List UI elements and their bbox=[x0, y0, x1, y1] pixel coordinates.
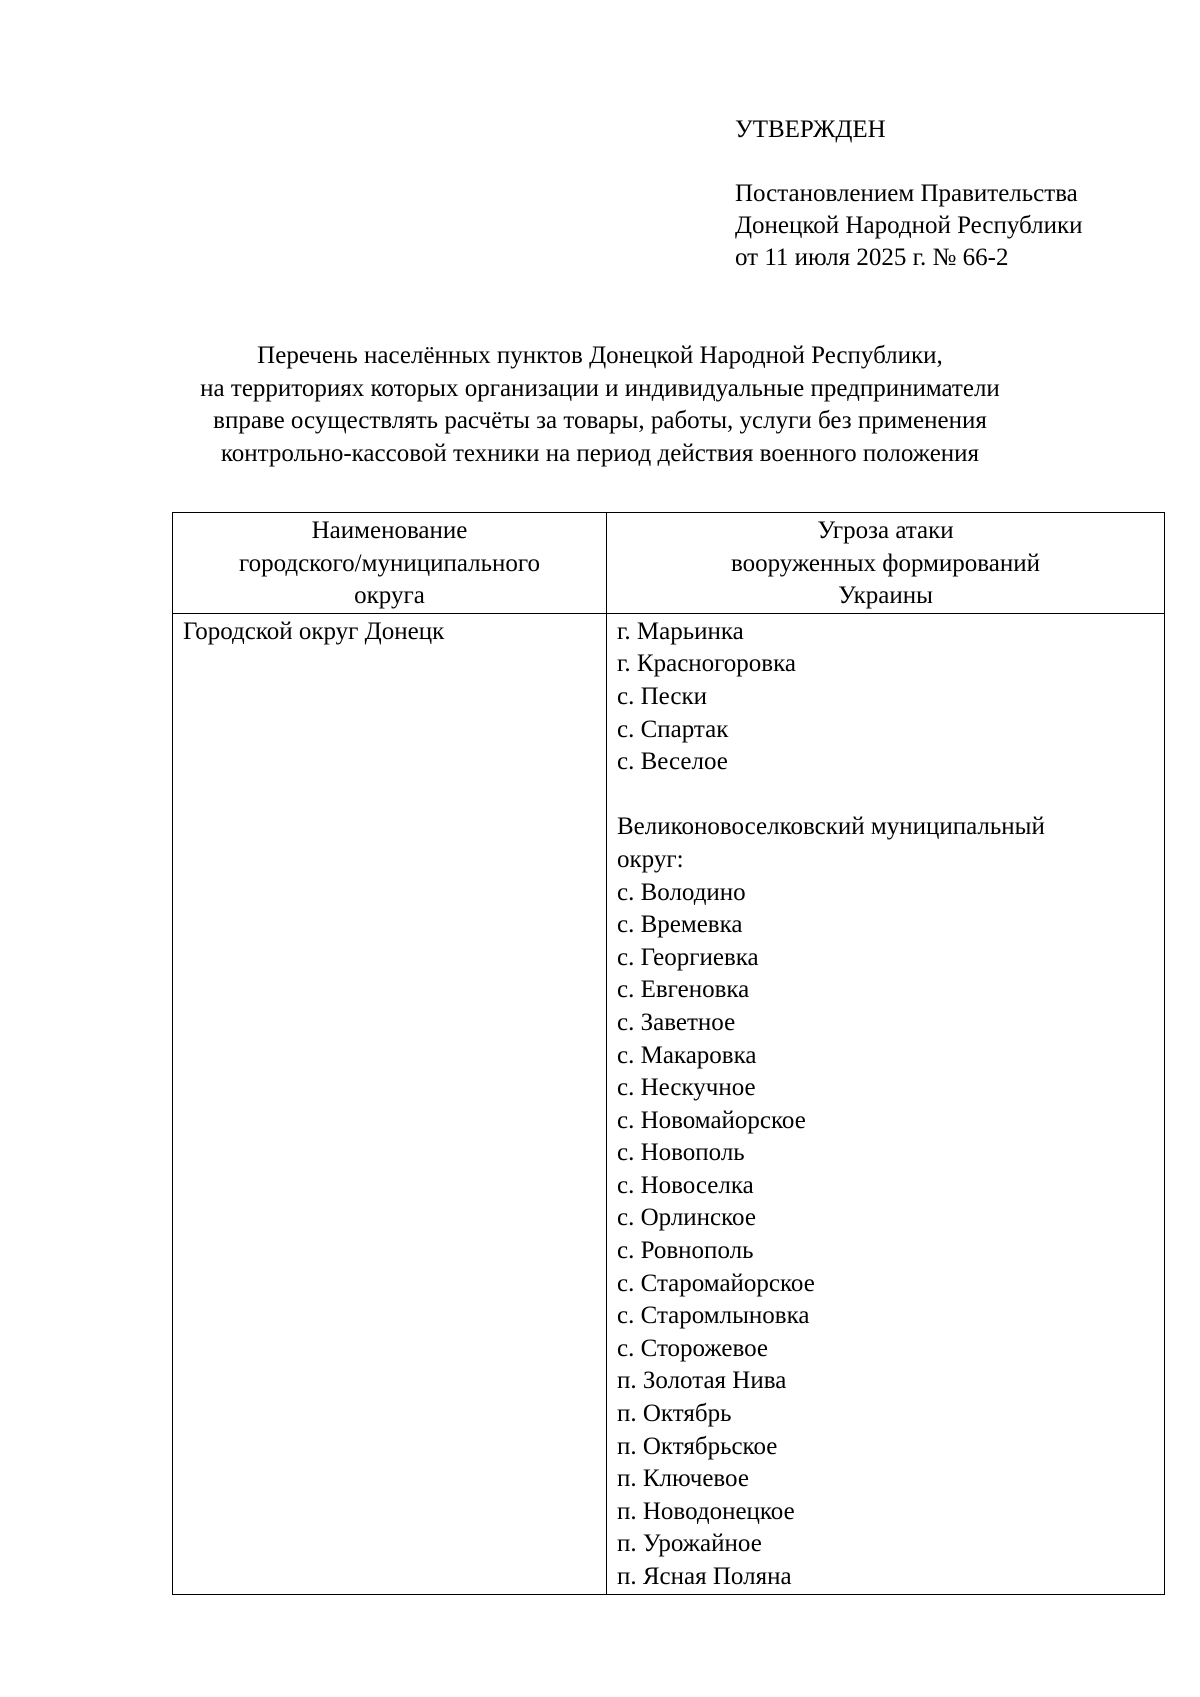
approval-block bbox=[735, 114, 1175, 274]
list-item: с. Новополь bbox=[617, 1139, 745, 1167]
title-line: Перечень населённых пунктов Донецкой Народной Республики, bbox=[257, 342, 943, 369]
title-line: контрольно-кассовой техники на период действия военного положения bbox=[220, 439, 980, 467]
approval-stamp: УТВЕРЖДЕН bbox=[735, 116, 886, 143]
list-item: п. Октябрь bbox=[617, 1400, 732, 1428]
title-line: на территориях которых организации и индивидуальные предприниматели bbox=[200, 374, 1000, 402]
list-item: с. Старомлыновка bbox=[617, 1302, 810, 1330]
list-item: с. Старомайорское bbox=[617, 1269, 815, 1297]
list-item: с. Орлинское bbox=[617, 1204, 756, 1232]
localities-table bbox=[172, 512, 1165, 1595]
list-item: п. Ключевое bbox=[617, 1465, 749, 1493]
approval-line-government: Донецкой Народной Республики bbox=[735, 212, 1083, 239]
document-title bbox=[100, 340, 1100, 470]
approval-line-resolution: Постановлением Правительства bbox=[735, 180, 1078, 207]
list-item: с. Пески bbox=[617, 682, 707, 710]
spacer bbox=[617, 779, 1154, 812]
table-row bbox=[173, 613, 1165, 1594]
subgroup-title: округ: bbox=[617, 845, 684, 873]
list-item: п. Ясная Поляна bbox=[617, 1563, 792, 1590]
list-item: с. Ровнополь bbox=[617, 1237, 754, 1265]
subgroup-title: Великоновоселковский муниципальный bbox=[617, 813, 1045, 841]
title-line: вправе осуществлять расчёты за товары, работы, услуги без применения bbox=[213, 407, 987, 434]
table-header-row bbox=[173, 513, 1165, 614]
list-item: с. Новомайорское bbox=[617, 1106, 806, 1134]
list-item: п. Урожайное bbox=[617, 1530, 762, 1558]
subgroup-list bbox=[617, 811, 1154, 1593]
list-item: с. Макаровка bbox=[617, 1041, 757, 1069]
settlements-cell bbox=[607, 613, 1165, 1594]
district-cell: Городской округ Донецк bbox=[173, 613, 607, 1594]
list-item: г. Марьинка bbox=[617, 617, 744, 645]
list-item: с. Сторожевое bbox=[617, 1334, 768, 1362]
list-item: с. Новоселка bbox=[617, 1171, 754, 1199]
list-item: с. Спартак bbox=[617, 715, 729, 743]
list-item: с. Нескучное bbox=[617, 1074, 756, 1102]
settlement-list bbox=[617, 616, 1154, 779]
header-threat: Угроза атаки вооруженных формирований Украины bbox=[607, 513, 1165, 614]
list-item: с. Володино bbox=[617, 878, 746, 906]
list-item: с. Евгеновка bbox=[617, 976, 750, 1004]
header-district: Наименование городского/муниципального округа bbox=[173, 513, 607, 614]
list-item: п. Октябрьское bbox=[617, 1432, 778, 1460]
approval-line-date-number: от 11 июля 2025 г. № 66-2 bbox=[735, 244, 1009, 271]
list-item: п. Новодонецкое bbox=[617, 1497, 795, 1525]
list-item: г. Красногоровка bbox=[617, 650, 796, 678]
list-item: с. Веселое bbox=[617, 748, 728, 776]
list-item: п. Золотая Нива bbox=[617, 1367, 787, 1395]
list-item: с. Времевка bbox=[617, 911, 743, 939]
list-item: с. Георгиевка bbox=[617, 943, 759, 971]
list-item: с. Заветное bbox=[617, 1008, 736, 1036]
